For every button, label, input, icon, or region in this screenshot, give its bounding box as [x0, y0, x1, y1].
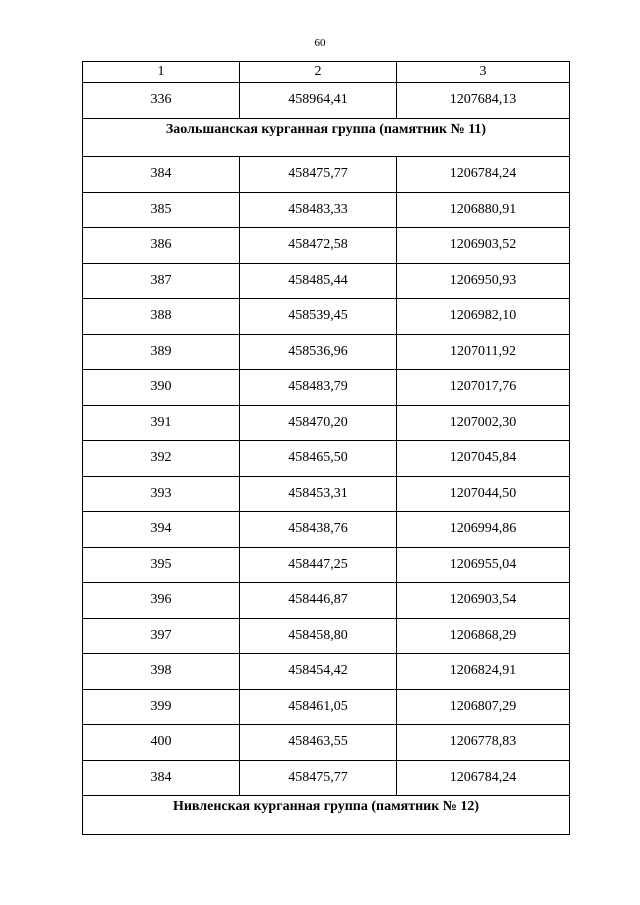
column-header-1: 1 [83, 62, 240, 83]
coordinate-y: 1207002,30 [397, 405, 570, 441]
coordinate-y: 1206903,52 [397, 228, 570, 264]
coordinate-y: 1206982,10 [397, 299, 570, 335]
coordinate-x: 458461,05 [240, 689, 397, 725]
coordinate-x: 458964,41 [240, 83, 397, 119]
coordinate-x: 458536,96 [240, 334, 397, 370]
point-number: 398 [83, 654, 240, 690]
column-header-2: 2 [240, 62, 397, 83]
coordinate-y: 1206807,29 [397, 689, 570, 725]
coordinate-y: 1206778,83 [397, 725, 570, 761]
coordinates-table [82, 61, 570, 835]
table-row [83, 405, 570, 441]
coordinate-x: 458475,77 [240, 157, 397, 193]
point-number: 384 [83, 760, 240, 796]
coordinate-y: 1207011,92 [397, 334, 570, 370]
coordinate-y: 1206955,04 [397, 547, 570, 583]
coordinate-x: 458463,55 [240, 725, 397, 761]
point-number: 390 [83, 370, 240, 406]
point-number: 394 [83, 512, 240, 548]
coordinate-x: 458485,44 [240, 263, 397, 299]
coordinate-y: 1206784,24 [397, 157, 570, 193]
point-number: 392 [83, 441, 240, 477]
point-number: 393 [83, 476, 240, 512]
coordinate-y: 1207045,84 [397, 441, 570, 477]
coordinate-y: 1206903,54 [397, 583, 570, 619]
table-row [83, 228, 570, 264]
point-number: 389 [83, 334, 240, 370]
group-12-title: Нивленская курганная группа (памятник № 12) [83, 796, 570, 835]
table-row [83, 441, 570, 477]
table-row [83, 725, 570, 761]
point-number: 400 [83, 725, 240, 761]
table-row [83, 83, 570, 119]
table-row [83, 689, 570, 725]
coordinate-x: 458446,87 [240, 583, 397, 619]
coordinate-x: 458465,50 [240, 441, 397, 477]
page-number: 60 [314, 37, 326, 49]
coordinate-y: 1206950,93 [397, 263, 570, 299]
column-header-3: 3 [397, 62, 570, 83]
table-row [83, 263, 570, 299]
point-number: 336 [83, 83, 240, 119]
coordinate-y: 1206868,29 [397, 618, 570, 654]
coordinate-x: 458438,76 [240, 512, 397, 548]
table-row [83, 476, 570, 512]
table-row [83, 547, 570, 583]
point-number: 397 [83, 618, 240, 654]
coordinate-x: 458453,31 [240, 476, 397, 512]
coordinate-x: 458447,25 [240, 547, 397, 583]
table-row [83, 583, 570, 619]
group-heading-row [83, 118, 570, 157]
point-number: 396 [83, 583, 240, 619]
coordinate-y: 1206784,24 [397, 760, 570, 796]
coordinate-x: 458539,45 [240, 299, 397, 335]
table-row [83, 334, 570, 370]
point-number: 391 [83, 405, 240, 441]
point-number: 387 [83, 263, 240, 299]
coordinate-y: 1207684,13 [397, 83, 570, 119]
point-number: 388 [83, 299, 240, 335]
coordinate-x: 458454,42 [240, 654, 397, 690]
table-row [83, 192, 570, 228]
coordinate-y: 1206824,91 [397, 654, 570, 690]
table-row [83, 512, 570, 548]
table-row [83, 157, 570, 193]
point-number: 385 [83, 192, 240, 228]
coordinate-x: 458470,20 [240, 405, 397, 441]
coordinate-x: 458472,58 [240, 228, 397, 264]
point-number: 395 [83, 547, 240, 583]
coordinate-x: 458475,77 [240, 760, 397, 796]
coordinate-x: 458483,79 [240, 370, 397, 406]
table-row [83, 618, 570, 654]
table-header-row [83, 62, 570, 83]
point-number: 384 [83, 157, 240, 193]
table-row [83, 370, 570, 406]
group-heading-row [83, 796, 570, 835]
coordinate-y: 1206880,91 [397, 192, 570, 228]
coordinate-y: 1207017,76 [397, 370, 570, 406]
table-row [83, 299, 570, 335]
point-number: 399 [83, 689, 240, 725]
group-11-title: Заольшанская курганная группа (памятник № 11) [83, 118, 570, 157]
coordinate-y: 1206994,86 [397, 512, 570, 548]
table-row [83, 760, 570, 796]
table-row [83, 654, 570, 690]
coordinate-y: 1207044,50 [397, 476, 570, 512]
coordinate-x: 458458,80 [240, 618, 397, 654]
point-number: 386 [83, 228, 240, 264]
coordinate-x: 458483,33 [240, 192, 397, 228]
